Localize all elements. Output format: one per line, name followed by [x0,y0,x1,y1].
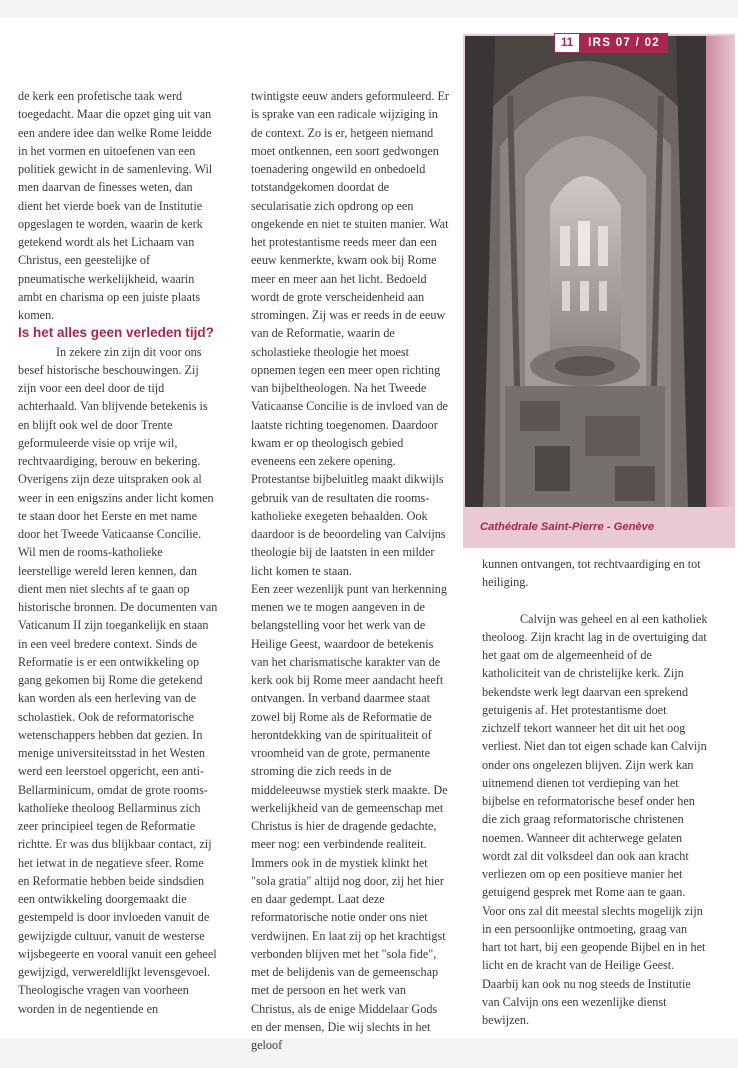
text-column-2 [251,87,449,1054]
paragraph: kunnen ontvangen, tot rechtvaardiging en tot heiliging. [482,557,701,590]
issue-label: IRS 07 / 02 [580,33,668,53]
text-column-1 [18,87,218,1018]
paragraph: twintigste eeuw anders geformuleerd. Er is sprake van een radicale wijziging in de context. Zo is er, hetgeen niemand moet ontkennen, een soort gedwongen toenadering ongewild en onbedoeld totstandgekomen doordat de secularisatie zich opdrong op een ongekende en niet te stuiten manier. Wat het protestantisme reeds meer dan een eeuw kenmerkte, kwam ook bij Rome meer en meer aan het licht. Bedoeld wordt de grote verscheidenheid aan stromingen. Zij was er reeds in de eeuw van de Reformatie, waarin de scholastieke theologie het moest opnemen tegen een meer open richting van bijbeltheologen. Na het Tweede Vaticaanse Concilie is de invloed van de laatste richting toegenomen. Daardoor kwam er op theologisch gebied eveneens een zekere opening. Protestantse bijbeluitleg maakt dikwijls gebruik van de resultaten die rooms-katholieke exegeten behaalden. Ook daardoor is de beoordeling van Calvijns theologie bij de laatsten in een milder licht komen te staan. [251,89,449,578]
paragraph: Calvijn was geheel en al een katholiek theoloog. Zijn kracht lag in de overtuiging dat het gaat om de algemeenheid of de katholiciteit van de christelijke kerk. Zijn bekendste werk legt daarvan een sprekend getuigenis af. Het protestantisme doet zichzelf tekort wanneer het dit uit het oog verliest. Niet dan tot eigen schade kan Calvijn onder ons ongelezen blijven. Zijn werk kan uitnemend dienen tot verdieping van het bijbelse en reformatorische besef onder hen die zich graag reformatorische christenen noemen. Wanneer dit achterwege gelaten wordt zal dit volksdeel dan ook aan kracht verliezen om op een positieve manier het getuigend gesprek met Rome aan te gaan. Voor ons zal dit meestal slechts mogelijk zijn in een persoonlijke ontmoeting, graag van hart tot hart, bij een geopende Bijbel en in het licht en de kracht van de Heilige Geest. Daarbij kan ook nu nog steeds de Institutie van Calvijn ons een wezenlijke dienst bewijzen. [482,611,708,1027]
page-header-badge [554,33,668,53]
text-column-3 [482,555,708,1029]
page-number: 11 [554,33,580,53]
section-heading: Is het alles geen verleden tijd? [18,325,214,341]
cathedral-photo [465,36,706,507]
paragraph: de kerk een profetische taak werd toegedacht. Maar die opzet ging uit van een andere idee dan welke Rome leidde in het vormen en uitoefenen van een politiek gewicht in de samenleving. Wil men daarvan de finesses weten, dan dient het vierde boek van de Institutie opgeslagen te worden, waarin de kerk getekend wordt als het Lichaam van Christus, een geestelijke of pneumatische werkelijkheid, waarin ambt en charisma op een juiste plaats komen. [18,89,213,322]
decorative-strip [706,36,735,507]
paragraph: Een zeer wezenlijk punt van herkenning menen we te mogen aangeven in de belangstelling voor het werk van de Heilige Geest, waardoor de betekenis van het charismatische karakter van de kerk ook bij Rome meer aandacht heeft ontvangen. In verband daarmee staat zowel bij Rome als de Reformatie de herontdekking van de spiritualiteit of vroomheid van de grote, permanente stroming die zich reeds in de middeleeuwse mystiek sterk maakte. De werkelijkheid van de gemeenschap met Christus is hier de dragende gedachte, meer nog: een verbindende realiteit. Immers ook in de mystiek klinkt het "sola gratia" altijd nog door, zij het hier en daar gedempt. Laat deze reformatorische notie onder ons niet verdwijnen. En laat zij op het krachtigst verbonden blijven met het "sola fide", met de belijdenis van de gemeenschap met de persoon en het werk van Christus, als de enige Middelaar Gods en der mensen, Die wij slechts in het geloof [251,581,448,1052]
paragraph: In zekere zin zijn dit voor ons besef historische beschouwingen. Zij zijn voor een deel door de tijd achterhaald. Van blijvende betekenis is en blijft ook wel de door Trente geformuleerde visie op vrije wil, rechtvaardiging, berouw en bekering. Overigens zijn deze uitspraken ook al weer in een enigszins ander licht komen te staan door het Eerste en met name door het Tweede Vaticaanse Concilie. Wil men de rooms-katholieke leerstellige wereld leren kennen, dan dient men niet slechts af te gaan op historische bronnen. De documenten van Vaticanum II zijn toegankelijk en staan in een veel bredere context. Sinds de Reformatie is er een ontwikkeling op gang gekomen bij Rome die getekend kan worden als een herleving van de scholastiek. Ook de reformatorische wetenschappers hebben dat gezien. In menige universiteitsstad in het Westen werd een leerstoel opgericht, een anti-Bellarminicum, omdat de grote rooms-katholieke theoloog Bellarminus zich zeer principieel tegen de Reformatie richtte. Er was dus blijkbaar contact, zij het ietwat in de negatieve sfeer. Rome en Reformatie hebben beide sindsdien een ontwikkeling doorgemaakt die gestempeld is door invloeden vanuit de gewijzigde cultuur, vanuit de westerse wijsbegeerte en vooral vanuit een geheel gewijzigd, verwereldlijkt levensgevoel. Theologische vragen van voorheen worden in de negentiende en [18,344,218,1016]
figure-caption: Cathédrale Saint-Pierre - Genève [480,521,655,533]
paragraph-gap [482,592,708,610]
